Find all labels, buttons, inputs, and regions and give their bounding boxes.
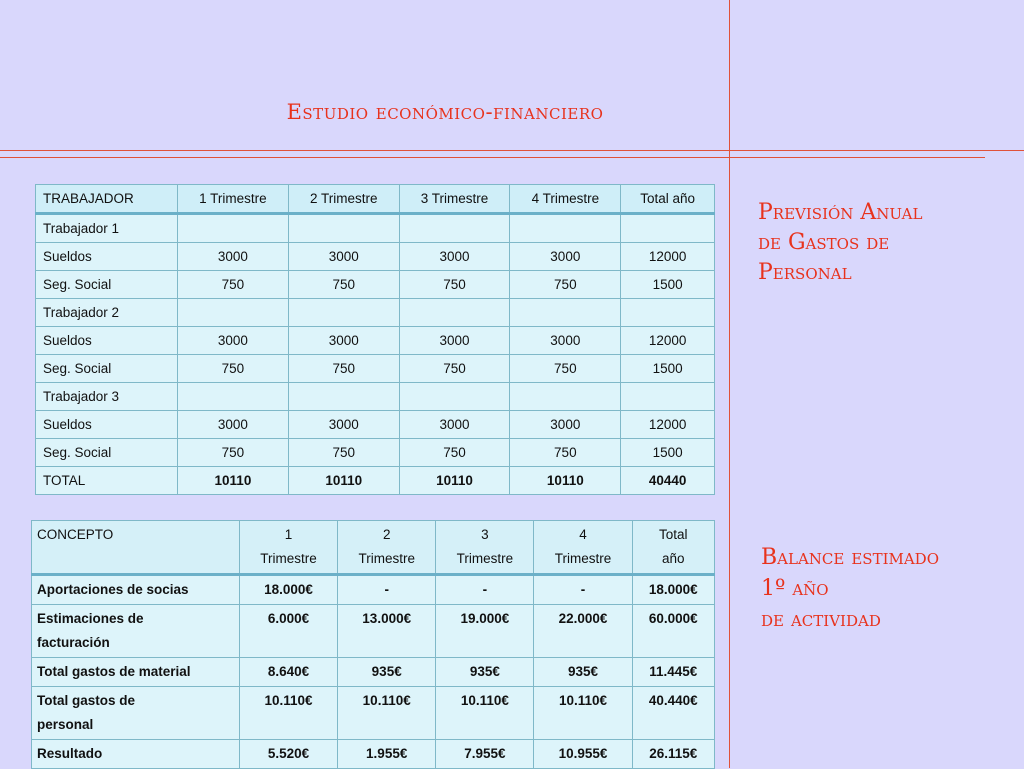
table-cell: 935€ [338,658,436,687]
table-cell: 10110 [510,467,621,495]
table-cell: 3000 [399,411,510,439]
column-header: 3 Trimestre [436,521,534,575]
table-row [32,740,715,769]
table-row [36,327,715,355]
row-label: Aportaciones de socias [32,575,240,605]
table-cell: 18.000€ [239,575,337,605]
row-label: Estimaciones de facturación [32,605,240,658]
personnel-forecast-table [35,184,715,495]
table-cell: 750 [288,271,399,299]
table-cell [288,299,399,327]
horizontal-divider-line [0,157,985,158]
table-cell: 3000 [510,243,621,271]
table-cell: 3000 [510,411,621,439]
table-cell: 3000 [399,327,510,355]
column-header: 2 Trimestre [288,185,399,214]
table-cell [399,299,510,327]
table-cell [399,383,510,411]
column-header: 4 Trimestre [534,521,632,575]
table-cell: 750 [288,355,399,383]
table-row [32,605,715,658]
row-label: TOTAL [36,467,178,495]
table-cell: 5.520€ [239,740,337,769]
table-cell: 13.000€ [338,605,436,658]
table-cell: 750 [178,271,289,299]
table-cell: 10110 [288,467,399,495]
row-label: Seg. Social [36,355,178,383]
table-cell: 3000 [288,411,399,439]
table-cell: 750 [399,271,510,299]
row-label: Trabajador 2 [36,299,178,327]
row-label: Total gastos de material [32,658,240,687]
table-row [32,687,715,740]
table-cell: 10110 [178,467,289,495]
table-cell: 750 [399,439,510,467]
table-cell: 3000 [510,327,621,355]
column-header: 1 Trimestre [239,521,337,575]
table-cell: 40.440€ [632,687,714,740]
table-row [32,575,715,605]
table-cell: 1500 [621,271,715,299]
table-cell [178,383,289,411]
column-header: 3 Trimestre [399,185,510,214]
row-label: Sueldos [36,411,178,439]
table-header-row [36,185,715,214]
table-cell: 10.110€ [239,687,337,740]
table-cell: 26.115€ [632,740,714,769]
table-cell: 10.955€ [534,740,632,769]
table-row [36,355,715,383]
column-header: 4 Trimestre [510,185,621,214]
table-cell: 12000 [621,411,715,439]
table-cell: 750 [288,439,399,467]
row-label: Sueldos [36,327,178,355]
table-cell: 10.110€ [436,687,534,740]
column-header: Total año [621,185,715,214]
table-cell: 22.000€ [534,605,632,658]
table-row [36,271,715,299]
table-cell: 11.445€ [632,658,714,687]
table-cell [510,383,621,411]
table-cell: 1.955€ [338,740,436,769]
row-label: Trabajador 1 [36,214,178,243]
table-row [36,411,715,439]
table-cell [178,299,289,327]
table-cell [621,214,715,243]
balance-title: Balance estimado 1º año de actividad [761,545,940,632]
table-row [36,299,715,327]
table-cell: 3000 [288,243,399,271]
column-header: CONCEPTO [32,521,240,575]
table-cell: 12000 [621,243,715,271]
table-cell: 750 [510,439,621,467]
table-cell: - [338,575,436,605]
table-cell: 8.640€ [239,658,337,687]
table-cell: 7.955€ [436,740,534,769]
table-header-row [32,521,715,575]
table-cell [621,299,715,327]
table-cell: 3000 [399,243,510,271]
table-cell: 19.000€ [436,605,534,658]
table-cell: 10110 [399,467,510,495]
column-header: 2 Trimestre [338,521,436,575]
table-cell: - [436,575,534,605]
table-row [36,383,715,411]
table-cell [288,383,399,411]
table-cell: 750 [510,271,621,299]
table-cell: 10.110€ [338,687,436,740]
column-header: 1 Trimestre [178,185,289,214]
table-cell: 3000 [178,243,289,271]
table-cell: 750 [178,355,289,383]
table-cell: 10.110€ [534,687,632,740]
row-label: Seg. Social [36,271,178,299]
table-row [36,243,715,271]
table-cell [510,214,621,243]
column-header: Total año [632,521,714,575]
table-cell [178,214,289,243]
table-cell: 3000 [288,327,399,355]
table-cell: 1500 [621,439,715,467]
table-cell: 3000 [178,411,289,439]
column-header: TRABAJADOR [36,185,178,214]
table-cell [288,214,399,243]
table-cell [510,299,621,327]
row-label: Trabajador 3 [36,383,178,411]
table-cell: 12000 [621,327,715,355]
table-row [36,214,715,243]
slide-title: Estudio económico-financiero [286,100,604,124]
personnel-forecast-title: Previsión Anual de Gastos de Personal [758,200,923,285]
balance-table [31,520,715,769]
table-cell: 750 [178,439,289,467]
table-cell: 60.000€ [632,605,714,658]
table-cell: 935€ [534,658,632,687]
table-cell: 6.000€ [239,605,337,658]
table-cell: 3000 [178,327,289,355]
table-row [36,467,715,495]
table-cell: 935€ [436,658,534,687]
table-cell [399,214,510,243]
table-cell: 750 [399,355,510,383]
table-cell: 750 [510,355,621,383]
table-cell: 40440 [621,467,715,495]
horizontal-divider-line [0,150,1024,151]
table-cell: 1500 [621,355,715,383]
table-cell [621,383,715,411]
table-row [36,439,715,467]
table-cell: 18.000€ [632,575,714,605]
row-label: Sueldos [36,243,178,271]
row-label: Seg. Social [36,439,178,467]
row-label: Total gastos de personal [32,687,240,740]
row-label: Resultado [32,740,240,769]
table-row [32,658,715,687]
table-cell: - [534,575,632,605]
